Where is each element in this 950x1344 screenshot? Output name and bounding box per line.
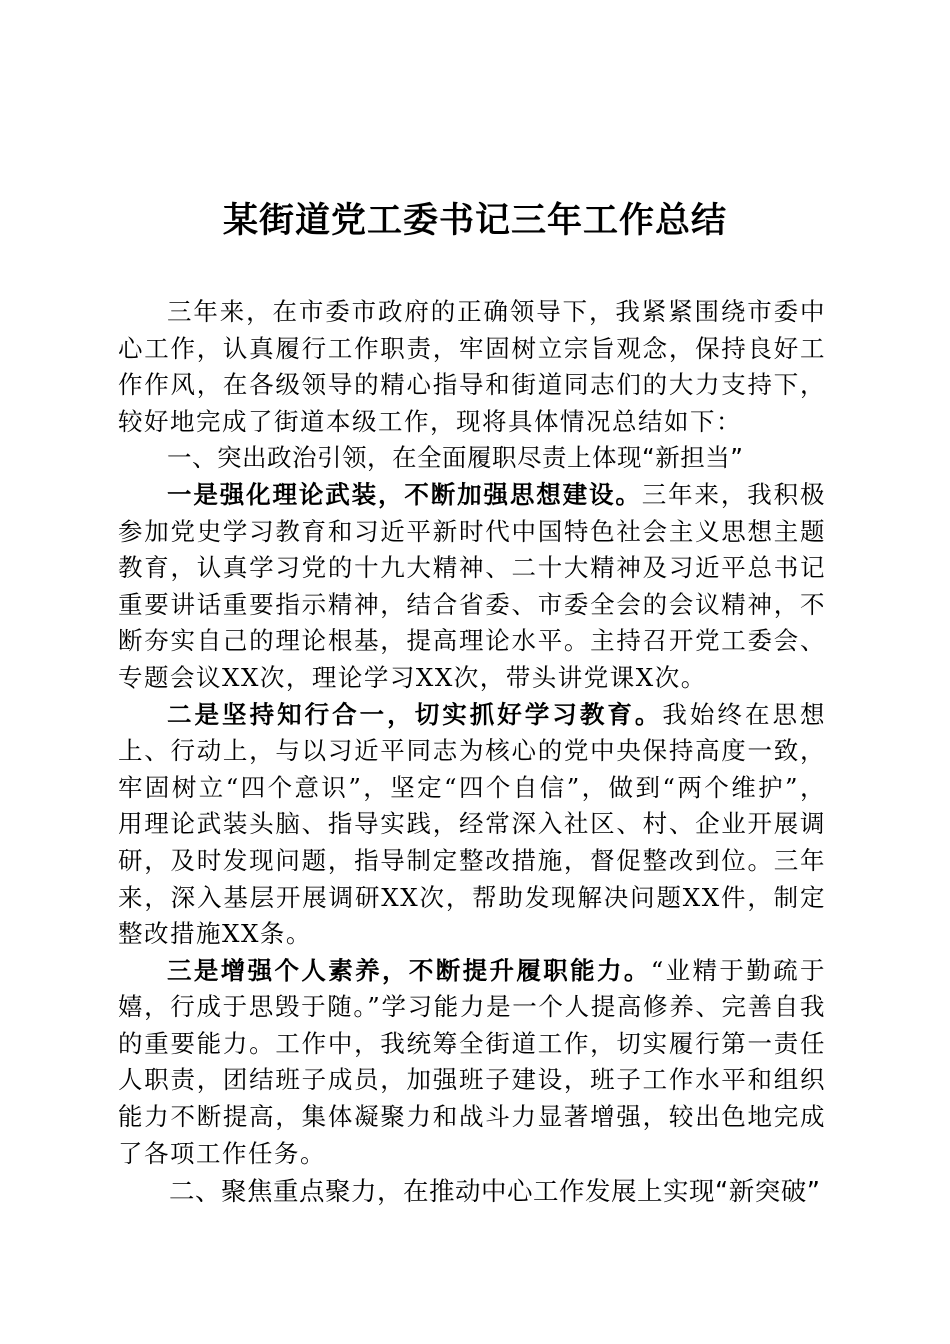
item-2-text: 我始终在思想上、行动上，与以习近平同志为核心的党中央保持高度一致，牢固树立“四个意识”，坚定“四个自信”，做到“两个维护”，用理论武装头脑、指导实践，经常深入社区、村、企业开展调研，及时发现问题，指导制定整改措施，督促整改到位。三年来，深入基层开展调研XX次，帮助发现解决问题XX件，制定整改措施XX条。 xyxy=(118,699,826,949)
section-2-heading: 二、聚焦重点聚力，在推动中心工作发展上实现“新突破” xyxy=(169,1177,821,1208)
item-1-lead: 一是强化理论武装，不断加强思想建设。 xyxy=(167,479,642,509)
document-title: 某街道党工委书记三年工作总结 xyxy=(222,200,727,241)
item-2-lead: 二是坚持知行合一，切实抓好学习教育。 xyxy=(167,699,663,729)
intro-paragraph: 三年来，在市委市政府的正确领导下，我紧紧围绕市委中心工作，认真履行工作职责，牢固树立宗旨观念，保持良好工作作风，在各级领导的精心指导和街道同志们的大力支持下，较好地完成了街道本级工作，现将具体情况总结如下： xyxy=(118,297,826,436)
document-body xyxy=(118,294,826,1211)
item-3-lead: 三是增强个人素养，不断提升履职能力。 xyxy=(167,955,651,985)
section-1-heading: 一、突出政治引领，在全面履职尽责上体现“新担当” xyxy=(167,443,744,473)
section-1-item-2 xyxy=(118,697,826,953)
item-1-text: 三年来，我积极参加党史学习教育和习近平新时代中国特色社会主义思想主题教育，认真学习党的十九大精神、二十大精神及习近平总书记重要讲话重要指示精神，结合省委、市委全会的会议精神，不断夯实自己的理论根基，提高理论水平。主持召开党工委会、专题会议XX次，理论学习XX次，带头讲党课X次。 xyxy=(118,479,826,692)
item-3-text: “业精于勤疏于嬉，行成于思毁于随。”学习能力是一个人提高修养、完善自我的重要能力。工作中，我统筹全街道工作，切实履行第一责任人职责，团结班子成员，加强班子建设，班子工作水平和组织能力不断提高，集体凝聚力和战斗力显著增强，较出色地完成了各项工作任务。 xyxy=(118,955,827,1168)
section-1-item-3 xyxy=(118,953,826,1173)
section-1-item-1 xyxy=(118,477,826,697)
